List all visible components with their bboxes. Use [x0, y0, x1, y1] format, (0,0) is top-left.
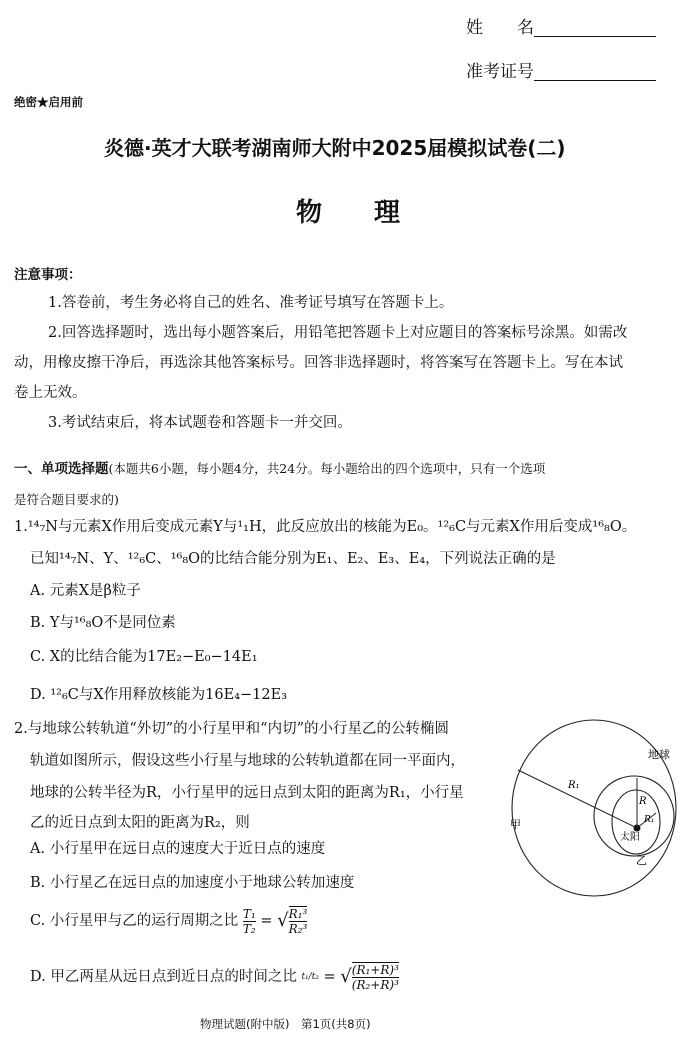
exam-title: 炎德·英才大联考湖南师大附中2025届模拟试卷(二)	[104, 136, 566, 160]
q2d-rhs-fraction: $\frac{\text{(R₁+R)³}}{\text{(R₂+R)³}}$	[351, 963, 399, 992]
q1-stem-2: 已知¹⁴₇N、Y、¹²₆C、¹⁶₈O的比结合能分别为E₁、E₂、E₃、E₄，下列说法正确的是	[30, 551, 556, 567]
label-r1: R₁	[644, 815, 655, 825]
notes-heading: 注意事项：	[14, 267, 82, 283]
q2-stem-2: 轨道如图所示，假设这些小行星与地球的公转轨道都在同一平面内，	[30, 753, 465, 769]
note-2-cont2: 卷上无效。	[14, 385, 87, 401]
label-yi: 乙	[636, 854, 647, 867]
q1-stem-1: 1.¹⁴₇N与元素X作用后变成元素Y与¹₁H，此反应放出的核能为E₀。¹²₆C与元素X作用后变成¹⁶₈O。	[14, 519, 637, 535]
secret-label: 绝密★启用前	[14, 95, 83, 109]
note-2: 2.回答选择题时，选出每小题答案后，用铅笔把答题卡上对应题目的答案标号涂黑。如需改	[48, 325, 628, 341]
orbit-jia	[512, 720, 676, 896]
orbit-figure	[508, 718, 680, 902]
q2-option-b[interactable]: B. 小行星乙在远日点的加速度小于地球公转加速度	[30, 875, 355, 891]
q2-option-c[interactable]: C. 小行星甲与乙的运行周期之比 $\frac{\text{T₁}}{\text{T₂}}$ = √ $\frac{\text{R₁³}}{\text{R₂³}}$	[30, 906, 308, 936]
label-jia: 甲	[510, 818, 521, 831]
name-label: 姓 名	[466, 14, 656, 37]
label-earth: 地球	[648, 748, 670, 761]
q1-option-c[interactable]: C. X的比结合能为17E₂−E₀−14E₁	[30, 649, 258, 665]
section1-line2: 是符合题目要求的)	[14, 492, 119, 507]
note-2-cont: 动，用橡皮擦干净后，再选涂其他答案标号。回答非选择题时，将答案写在答题卡上。写在本试	[14, 355, 623, 371]
q2-stem-1: 2.与地球公转轨道“外切”的小行星甲和“内切”的小行星乙的公转椭圆	[14, 721, 449, 737]
q1-option-d[interactable]: D. ¹²₆C与X作用释放核能为16E₄−12E₃	[30, 687, 288, 703]
q2-option-d[interactable]: D. 甲乙两星从远日点到近日点的时间之比 t₁/t₂ = √ $\frac{\text{(R₁+R)³}}{\text{(R₂+R)³}}$	[30, 963, 399, 992]
q1-option-b[interactable]: B. Y与¹⁶₈O不是同位素	[30, 615, 176, 631]
q1-option-a[interactable]: A. 元素X是β粒子	[30, 583, 141, 599]
label-R: R	[639, 796, 647, 807]
note-3: 3.考试结束后，将本试题卷和答题卡一并交回。	[48, 415, 352, 431]
note-1: 1.答卷前，考生务必将自己的姓名、准考证号填写在答题卡上。	[48, 295, 454, 311]
orbit-earth	[594, 776, 674, 856]
id-blank[interactable]	[534, 58, 656, 81]
name-blank[interactable]	[534, 14, 656, 37]
sqrt-icon: √	[340, 966, 352, 987]
page-footer: 物理试题(附中版) 第1页(共8页)	[200, 1017, 371, 1031]
q2c-lhs-fraction: $\frac{\text{T₁}}{\text{T₂}}$	[242, 906, 256, 936]
label-sun: 太阳	[620, 832, 640, 843]
subject-title: 物 理	[296, 198, 401, 228]
q2-stem-3: 地球的公转半径为R，小行星甲的远日点到太阳的距离为R₁，小行星	[30, 785, 464, 801]
section1-line1: 一、单项选择题(本题共6小题，每小题4分，共24分。每小题给出的四个选项中，只有一个选项	[14, 461, 546, 477]
id-label: 准考证号	[466, 58, 656, 81]
label-R1: R₁	[568, 780, 580, 791]
q2-option-a[interactable]: A. 小行星甲在远日点的速度大于近日点的速度	[30, 841, 326, 857]
q2-stem-4: 乙的近日点到太阳的距离为R₂，则	[30, 815, 250, 831]
sqrt-icon: √	[277, 910, 289, 931]
q2c-rhs-fraction: $\frac{\text{R₁³}}{\text{R₂³}}$	[288, 907, 308, 936]
